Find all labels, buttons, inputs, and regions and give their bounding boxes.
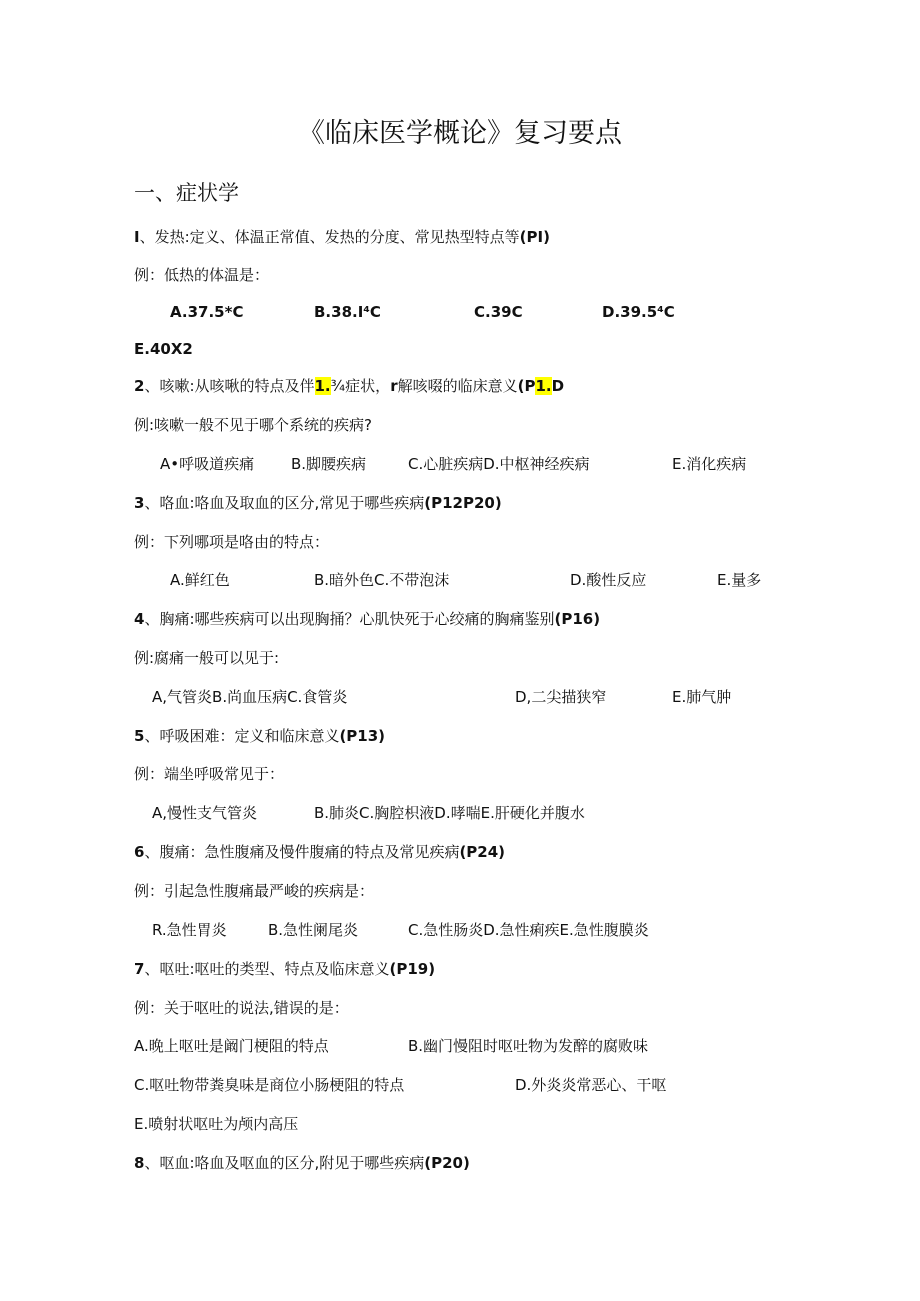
item-1-option-a: A.37.5*C [170, 303, 244, 321]
item-1-heading: I、发热:定义、体温正常值、发热的分度、常见热型特点等(PI) [134, 228, 550, 246]
item-3-option-a: A.鲜红色 [170, 571, 230, 589]
item-6-heading: 6、腹痛：急性腹痛及慢件腹痛的特点及常见疾病(P24) [134, 843, 506, 861]
item-3-option-e: E.量多 [717, 571, 762, 589]
item-1-example: 例：低热的体温是： [134, 266, 270, 284]
item-4-option-d: D,二尖描狭窄 [515, 688, 607, 706]
item-5-option-be: B.肺炎C.胸腔枳液D.哮喘E.肝硬化并腹水 [314, 804, 585, 822]
item-5-example: 例：端坐呼吸常见于： [134, 765, 285, 783]
item-1-option-b: B.38.I⁴C [314, 303, 381, 321]
item-5-option-a: A,慢性支气管炎 [152, 804, 258, 822]
item-1-option-c: C.39C [474, 303, 523, 321]
item-4-heading: 4、胸痛:哪些疾病可以出现胸捅？心肌快死于心绞痛的胸痛鉴别(P16) [134, 610, 601, 628]
item-6-example: 例：引起急性腹痛最严峻的疾病是： [134, 882, 375, 900]
item-2-example: 例:咳嗽一般不见于哪个系统的疾病? [134, 416, 373, 434]
section-heading: 一、症状学 [134, 181, 239, 205]
document-title: 《临床医学概论》复习要点 [298, 118, 622, 149]
highlight-mark: 1. [535, 377, 552, 395]
item-7-option-a: A.晚上呕吐是阚门梗阻的特点 [134, 1037, 329, 1055]
item-3-option-d: D.酸性反应 [570, 571, 647, 589]
item-6-option-cde: C.急性肠炎D.急性痢疾E.急性腹膜炎 [408, 921, 649, 939]
item-7-heading: 7、呕吐:呕吐的类型、特点及临床意义(P19) [134, 960, 436, 978]
item-2-option-cd: C.心脏疾病D.中枢神经疾病 [408, 455, 590, 473]
item-4-option-abc: A,气管炎B.尚血压病C.食管炎 [152, 688, 348, 706]
item-6-option-a: R.急性胃炎 [152, 921, 227, 939]
item-2-heading: 2、咳嗽:从咳啾的特点及伴1.¾症状，r解咳啜的临床意义(P1.D [134, 377, 565, 395]
item-4-option-e: E.肺气肿 [672, 688, 732, 706]
item-7-option-e: E.喷射状呕吐为颅内高压 [134, 1115, 299, 1133]
item-2-option-b: B.脚腰疾病 [291, 455, 367, 473]
item-7-option-b: B.幽门慢阻时呕吐物为发醉的腐败味 [408, 1037, 649, 1055]
item-1-option-d: D.39.5⁴C [602, 303, 675, 321]
item-7-example: 例：关于呕吐的说法,错误的是： [134, 999, 349, 1017]
item-3-heading: 3、咯血:咯血及取血的区分,常见于哪些疾病(P12P20) [134, 494, 502, 512]
item-5-heading: 5、呼吸困难：定义和临床意义(P13) [134, 727, 386, 745]
item-3-example: 例：下列哪项是咯由的特点： [134, 533, 330, 551]
item-4-example: 例:腐痛一般可以见于: [134, 649, 280, 667]
item-6-option-b: B.急性阑尾炎 [268, 921, 359, 939]
item-2-option-e: E.消化疾病 [672, 455, 747, 473]
item-2-option-a: A•呼吸道疾痛 [160, 455, 255, 473]
item-8-heading: 8、呕血:咯血及呕血的区分,附见于哪些疾病(P20) [134, 1154, 470, 1172]
item-7-option-c: C.呕吐物带粪臭味是商位小肠梗阻的特点 [134, 1076, 405, 1094]
highlight-mark: 1. [314, 377, 331, 395]
item-1-option-e: E.40X2 [134, 340, 193, 358]
item-7-option-d: D.外炎炎常恶心、干呕 [515, 1076, 667, 1094]
item-3-option-bc: B.暗外色C.不带泡沫 [314, 571, 450, 589]
